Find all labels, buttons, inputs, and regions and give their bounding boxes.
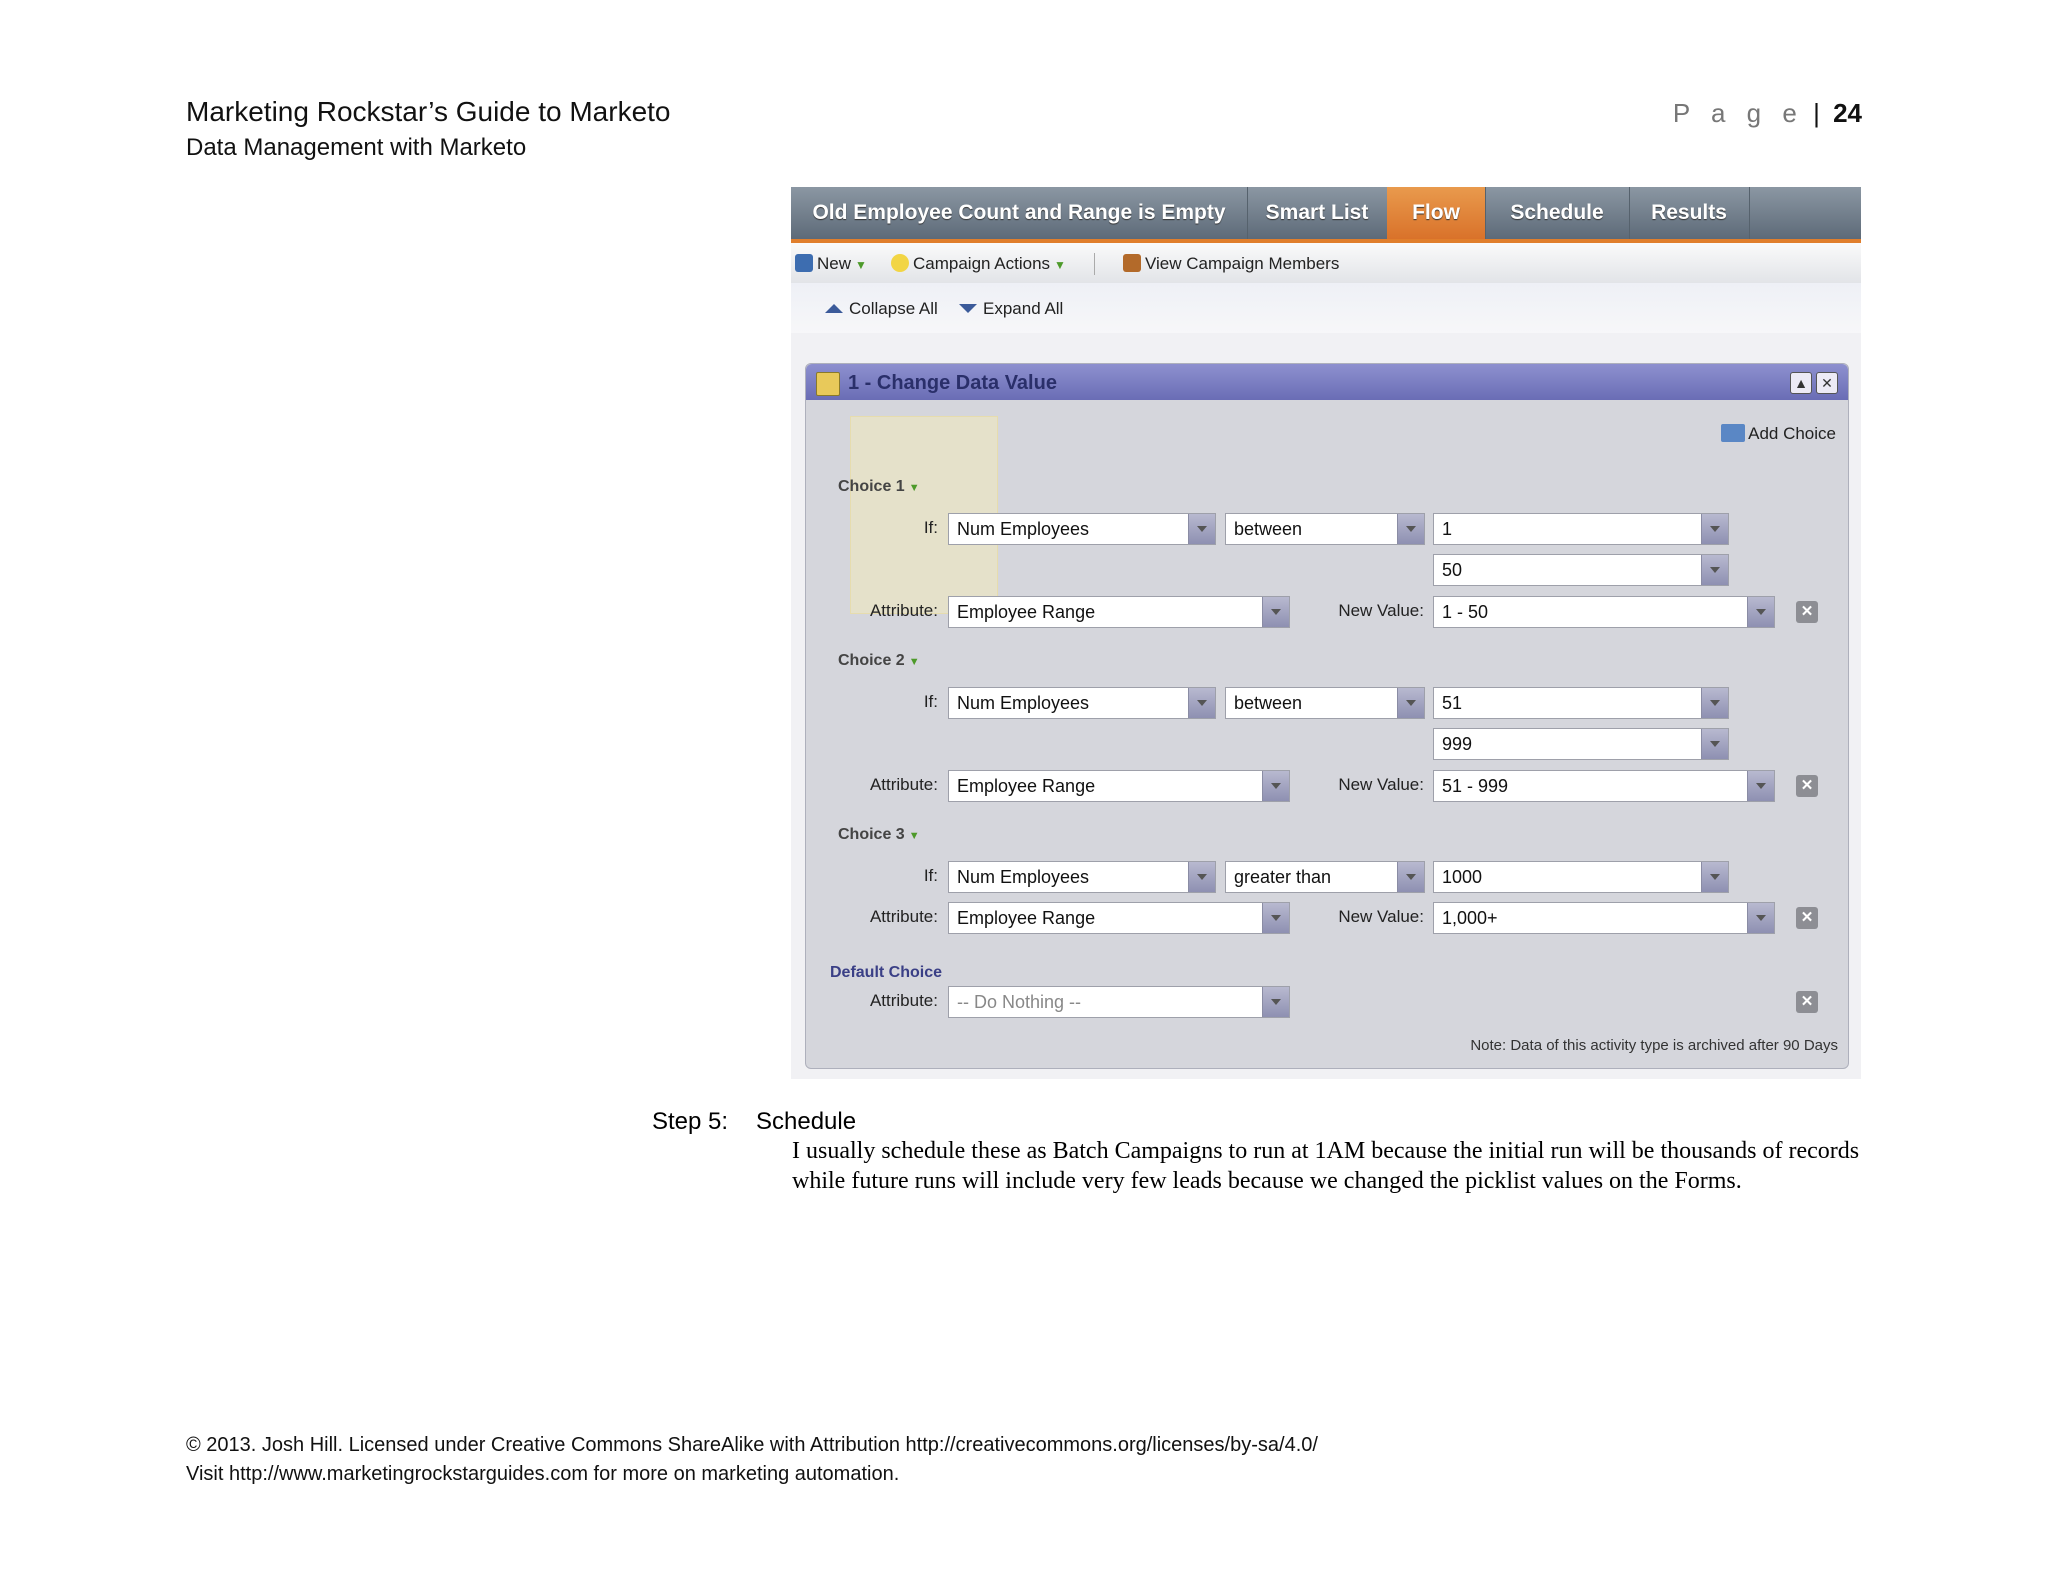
choice-2-field-select[interactable] — [948, 687, 1216, 719]
archive-note: Note: Data of this activity type is archived after 90 Days — [1470, 1037, 1838, 1054]
step-number-label: Step 5: — [652, 1108, 729, 1135]
dropdown-arrow-icon — [1262, 903, 1289, 933]
footer-visit: Visit http://www.marketingrockstarguides.com for more on marketing automation. — [186, 1463, 900, 1485]
tab-campaign-name[interactable]: Old Employee Count and Range is Empty — [791, 187, 1248, 239]
attribute-label: Attribute: — [869, 601, 938, 620]
attribute-label: Attribute: — [869, 991, 938, 1010]
new-value-label: New Value: — [1338, 775, 1424, 794]
choice-1-value2: 50 — [1442, 560, 1463, 580]
page-number: 24 — [1833, 98, 1862, 128]
choice-1-operator-select[interactable] — [1225, 513, 1425, 545]
dropdown-arrow-icon — [1701, 688, 1728, 718]
choice-1-new-value-select[interactable] — [1433, 596, 1775, 628]
new-label: New — [817, 254, 852, 273]
choice-3-new-value-select[interactable] — [1433, 902, 1775, 934]
choice-1-text: Choice 1 — [838, 478, 905, 495]
dropdown-arrow-icon — [1701, 555, 1728, 585]
choice-3-operator-value: greater than — [1234, 867, 1332, 887]
add-choice-button[interactable] — [1721, 424, 1836, 444]
document-subtitle: Data Management with Marketo — [186, 134, 527, 161]
dropdown-arrow-icon — [1188, 862, 1215, 892]
choice-3-field-value: Num Employees — [957, 867, 1090, 887]
new-menu-button[interactable] — [795, 253, 867, 275]
choice-3-label[interactable] — [838, 826, 920, 844]
choice-3-new-value: 1,000+ — [1442, 908, 1498, 928]
dropdown-arrow-icon — [1262, 597, 1289, 627]
choice-1-field-value: Num Employees — [957, 519, 1090, 539]
dropdown-arrow-icon — [1747, 597, 1774, 627]
collapse-icon — [825, 304, 843, 313]
campaign-toolbar — [791, 243, 1861, 283]
choice-2-value1-input[interactable] — [1433, 687, 1729, 719]
page-separator: | — [1813, 98, 1820, 128]
collapse-label: Collapse All — [849, 299, 938, 318]
dropdown-arrow-icon — [1188, 688, 1215, 718]
choice-1-attribute-value: Employee Range — [957, 602, 1096, 622]
tab-flow[interactable]: Flow — [1387, 187, 1486, 239]
close-panel-icon[interactable]: ✕ — [1816, 372, 1838, 394]
dropdown-arrow-icon — [1701, 514, 1728, 544]
choice-1-new-value: 1 - 50 — [1442, 602, 1489, 622]
if-label: If: — [923, 518, 938, 537]
choice-2-label[interactable] — [838, 652, 920, 670]
dropdown-arrow-icon — [1188, 514, 1215, 544]
choice-2-text: Choice 2 — [838, 652, 905, 669]
choice-2-operator-value: between — [1234, 693, 1303, 713]
default-attribute-select[interactable] — [948, 986, 1290, 1018]
new-icon — [795, 254, 813, 272]
choice-1-value2-input[interactable] — [1433, 554, 1729, 586]
attribute-label: Attribute: — [869, 775, 938, 794]
chevron-down-icon: ▼ — [1054, 258, 1066, 272]
choice-3-attribute-select[interactable] — [948, 902, 1290, 934]
page-word: P a g e — [1672, 98, 1804, 128]
people-icon — [1123, 254, 1141, 272]
choice-2-value1: 51 — [1442, 693, 1463, 713]
lightbulb-icon — [891, 254, 909, 272]
campaign-actions-label: Campaign Actions — [913, 254, 1051, 273]
chevron-down-icon: ▼ — [855, 258, 867, 272]
dropdown-arrow-icon — [1397, 688, 1424, 718]
collapse-all-button[interactable] — [825, 299, 938, 319]
add-choice-icon — [1721, 424, 1745, 442]
if-label: If: — [923, 866, 938, 885]
choice-1-value1-input[interactable] — [1433, 513, 1729, 545]
add-choice-label: Add Choice — [1748, 424, 1836, 443]
choice-3-operator-select[interactable] — [1225, 861, 1425, 893]
delete-default-choice-icon[interactable]: ✕ — [1796, 991, 1818, 1013]
attribute-label: Attribute: — [869, 907, 938, 926]
choice-3-value1: 1000 — [1442, 867, 1483, 887]
dropdown-arrow-icon — [1262, 987, 1289, 1017]
toolbar-divider — [1094, 253, 1095, 275]
expand-label: Expand All — [983, 299, 1064, 318]
dropdown-arrow-icon — [1262, 771, 1289, 801]
campaign-actions-button[interactable] — [891, 253, 1066, 275]
choice-3-attribute-value: Employee Range — [957, 908, 1096, 928]
if-label: If: — [923, 692, 938, 711]
choice-1-attribute-select[interactable] — [948, 596, 1290, 628]
panel-header — [806, 364, 1848, 400]
campaign-tabbar — [791, 187, 1861, 243]
dropdown-arrow-icon — [1747, 771, 1774, 801]
choice-3-text: Choice 3 — [838, 826, 905, 843]
dropdown-arrow-icon — [1701, 862, 1728, 892]
dropdown-arrow-icon — [1397, 862, 1424, 892]
tab-results[interactable]: Results — [1629, 187, 1750, 239]
document-title: Marketing Rockstar’s Guide to Marketo — [186, 96, 671, 127]
panel-title: 1 - Change Data Value — [848, 372, 1057, 394]
choice-2-attribute-value: Employee Range — [957, 776, 1096, 796]
choice-3-value1-input[interactable] — [1433, 861, 1729, 893]
choice-2-value2-input[interactable] — [1433, 728, 1729, 760]
step-body-text: I usually schedule these as Batch Campaigns to run at 1AM because the initial run will be thousands of records while future runs will include very few leads because we changed the picklist values on the Forms. — [792, 1138, 1860, 1194]
dropdown-arrow-icon — [1701, 729, 1728, 759]
chevron-down-icon: ▼ — [908, 656, 920, 668]
marketo-screenshot — [791, 187, 1861, 1079]
choice-2-operator-select[interactable] — [1225, 687, 1425, 719]
choice-2-attribute-select[interactable] — [948, 770, 1290, 802]
choice-1-value1: 1 — [1442, 519, 1453, 539]
chevron-down-icon: ▼ — [908, 482, 920, 494]
choice-2-field-value: Num Employees — [957, 693, 1090, 713]
new-value-label: New Value: — [1338, 601, 1424, 620]
delete-choice-3-icon[interactable]: ✕ — [1796, 907, 1818, 929]
default-attribute-value: -- Do Nothing -- — [957, 992, 1082, 1012]
tab-schedule[interactable]: Schedule — [1485, 187, 1630, 239]
delete-choice-1-icon[interactable]: ✕ — [1796, 601, 1818, 623]
collapse-panel-icon[interactable]: ▲ — [1790, 372, 1812, 394]
delete-choice-2-icon[interactable]: ✕ — [1796, 775, 1818, 797]
flow-step-panel — [805, 363, 1849, 1069]
page-number-label — [1673, 98, 1862, 129]
dropdown-arrow-icon — [1747, 903, 1774, 933]
choice-2-new-value: 51 - 999 — [1442, 776, 1509, 796]
choice-2-value2: 999 — [1442, 734, 1473, 754]
expand-icon — [959, 304, 977, 313]
flow-subbar — [791, 283, 1861, 333]
default-choice-label: Default Choice — [830, 964, 943, 981]
view-members-label: View Campaign Members — [1145, 254, 1340, 273]
chevron-down-icon: ▼ — [908, 830, 920, 842]
choice-1-field-select[interactable] — [948, 513, 1216, 545]
step-title: Schedule — [756, 1108, 857, 1135]
expand-all-button[interactable] — [959, 299, 1063, 319]
new-value-label: New Value: — [1338, 907, 1424, 926]
choice-1-operator-value: between — [1234, 519, 1303, 539]
choice-1-label[interactable] — [838, 478, 920, 496]
tab-smart-list[interactable]: Smart List — [1247, 187, 1388, 239]
footer-license: © 2013. Josh Hill. Licensed under Creative Commons ShareAlike with Attribution http://creativecommons.org/licenses/by-sa/4.0/ — [186, 1434, 1318, 1456]
view-campaign-members-button[interactable] — [1123, 253, 1339, 275]
choice-2-new-value-select[interactable] — [1433, 770, 1775, 802]
flow-step-icon — [816, 372, 840, 396]
dropdown-arrow-icon — [1397, 514, 1424, 544]
choice-3-field-select[interactable] — [948, 861, 1216, 893]
